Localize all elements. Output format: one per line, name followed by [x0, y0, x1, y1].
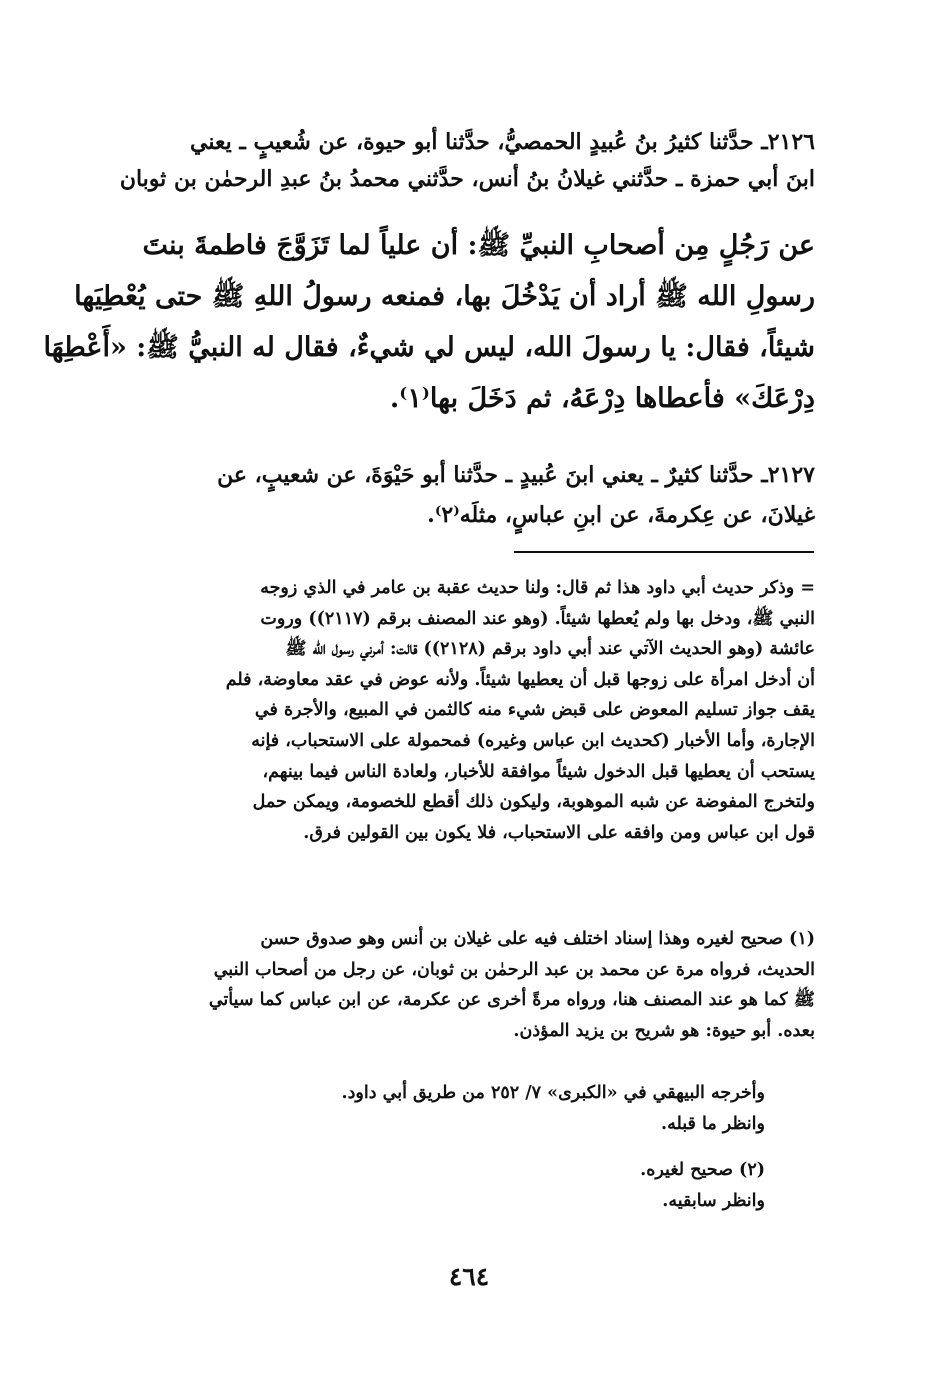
page-number: ٤٦٤	[448, 1262, 490, 1291]
hadith-2126-isnad	[100, 124, 815, 198]
footnote-1-references	[100, 1078, 765, 1139]
text-line: وانظر سابقيه.	[662, 1190, 765, 1211]
text-line: ٢١٢٦ـ حدَّثنا كثيرُ بنُ عُبيدٍ الحمصيُّ، حدَّثنا أبو حيوة، عن شُعيبٍ ـ يعني	[190, 129, 815, 155]
text-line: يقف جواز تسليم المعوض على قبض شيء منه كالثمن في المبيع، والأجرة في	[254, 700, 815, 721]
footnote-2	[100, 1155, 765, 1216]
text-line: (٢) صحيح لغيره.	[640, 1160, 765, 1180]
hadith-2126-matn	[43, 220, 815, 424]
text-line: عن رَجُلٍ مِن أصحابِ النبيِّ ﷺ: أن علياً لما تَزَوَّجَ فاطمةَ بنتَ	[142, 230, 815, 261]
hadith-2127-isnad	[100, 455, 815, 535]
footnote-separator	[514, 551, 814, 553]
text-line: الحديث، فرواه مرة عن محمد بن عبد الرحمٰن بن ثوبان، عن رجل من أصحاب النبي	[213, 959, 815, 980]
text-line: ﷺ كما هو عند المصنف هنا، ورواه مرةً أخرى عن عكرمة، عن ابن عباس كما سيأتي	[208, 990, 815, 1011]
text-line: بعده. أبو حيوة: هو شريح بن يزيد المؤذن.	[513, 1020, 815, 1041]
text-line: قول ابن عباس ومن وافقه على الاستحباب، فلا يكون بين القولين فرق.	[303, 822, 815, 843]
text-line: شيئاً، فقال: يا رسولَ الله، ليس لي شيءٌ، فقال له النبيُّ ﷺ: «أَعْطِهَا	[43, 332, 815, 363]
text-line: رسولِ الله ﷺ أراد أن يَدْخُلَ بها، فمنعه رسولُ اللهِ ﷺ حتى يُعْطِيَها	[74, 281, 815, 312]
text-line: وانظر ما قبله.	[660, 1113, 765, 1134]
text-line: الإجارة، وأما الأخبار (كحديث ابن عباس وغيره) فمحمولة على الاستحباب، فإنه	[251, 730, 815, 751]
text-line: ٢١٢٧ـ حدَّثنا كثيرٌ ـ يعني ابنَ عُبيدٍ ـ حدَّثنا أبو حَيْوَةَ، عن شعيبٍ، عن	[217, 462, 815, 488]
text-line: (١) صحيح لغيره وهذا إسناد اختلف فيه على غيلان بن أنس وهو صدوق حسن	[260, 929, 815, 949]
text-line: ولتخرج المفوضة عن شبه الموهوبة، وليكون ذلك أقطع للخصومة، ويمكن حمل	[252, 792, 815, 813]
text-line: = وذكر حديث أبي داود هذا ثم قال: ولنا حديث عقبة بن عامر في الذي زوجه	[260, 578, 815, 598]
text-line: يستحب أن يعطيها قبل الدخول شيئاً موافقة للأخبار، ولعادة الناس فيما بينهم،	[262, 761, 815, 782]
footnote-continuation	[100, 573, 815, 848]
text-line: وأخرجه البيهقي في «الكبرى» ٧/ ٢٥٢ من طريق أبي داود.	[341, 1083, 765, 1103]
text-line: ابنَ أبي حمزة ـ حدَّثني غيلانُ بنُ أنس، حدَّثني محمدُ بنُ عبدِ الرحمٰن بن ثوبان	[119, 166, 815, 192]
text-line: غيلانَ، عن عِكرمةَ، عن ابنِ عباسٍ، مثلَه⁽٢⁾.	[427, 502, 815, 528]
footnote-1	[100, 924, 815, 1046]
text-line: أن أدخل امرأة على زوجها قبل أن يعطيها شيئاً. ولأنه عوض في عقد معاوضة، فلم	[225, 669, 815, 690]
text-line: دِرْعَكَ» فأعطاها دِرْعَهُ، ثم دَخَلَ بها⁽١⁾.	[389, 383, 815, 414]
text-line: عائشة (وهو الحديث الآتي عند أبي داود برقم (٢١٢٨)) قالت: أمرني رسول الله ﷺ	[285, 639, 815, 660]
text-line: النبي ﷺ، ودخل بها ولم يُعطها شيئاً. (وهو عند المصنف برقم (٢١١٧)) وروت	[260, 608, 815, 629]
